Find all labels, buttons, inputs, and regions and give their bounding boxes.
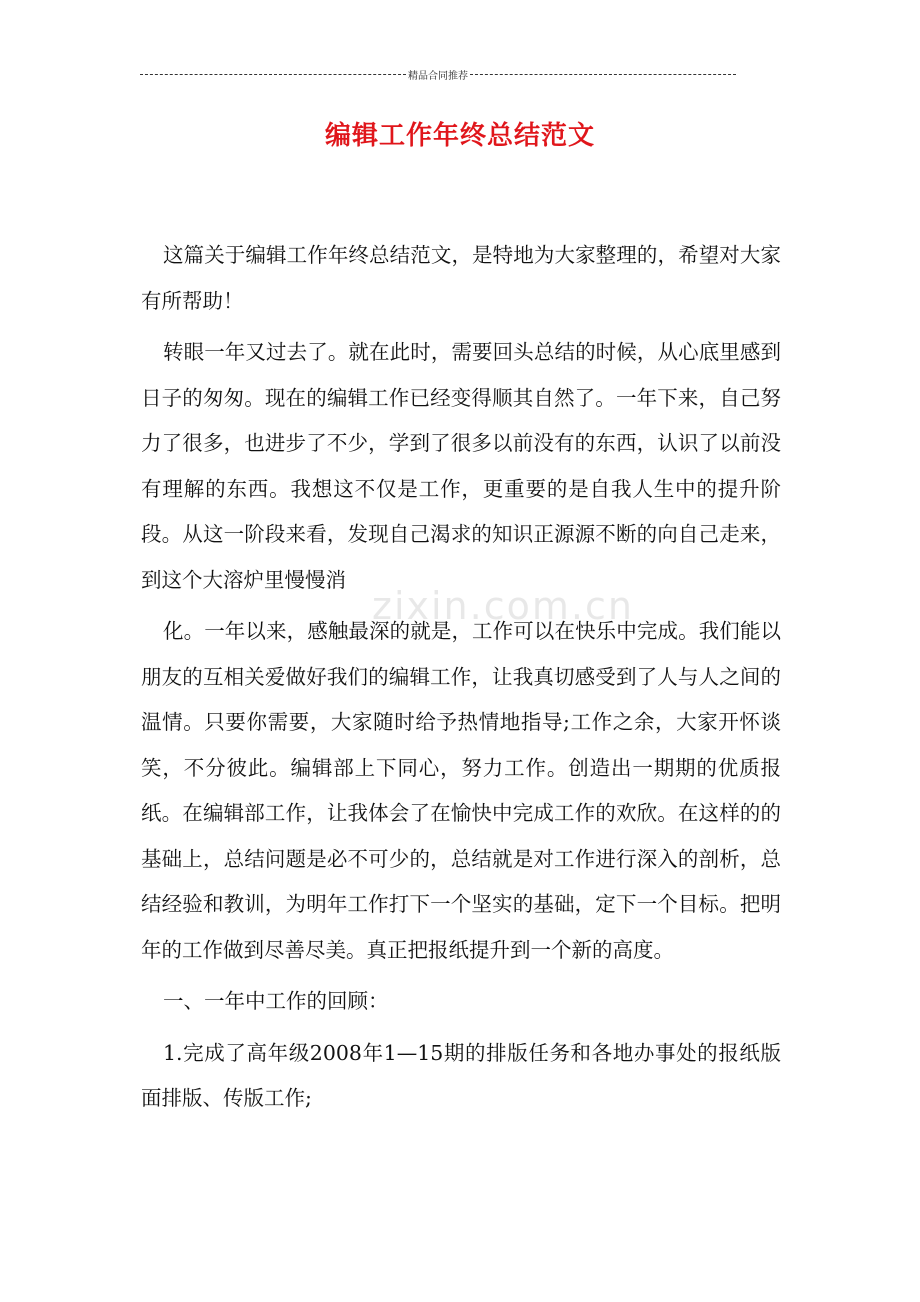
section-heading-review: 一、一年中工作的回顾： <box>163 989 389 1013</box>
header-label: 精品合同推荐 <box>408 70 468 82</box>
watermark: zixin.com.cn <box>372 584 634 628</box>
header-dash-right <box>470 74 736 75</box>
header-dash-left <box>140 74 406 75</box>
paragraph-intro: 这篇关于编辑工作年终总结范文，是特地为大家整理的，希望对大家有所帮助！ <box>141 243 781 313</box>
paragraph-reflection: 转眼一年又过去了。就在此时，需要回头总结的时候，从心底里感到日子的匆匆。现在的编辑工作已经变得顺其自然了。一年下来，自己努力了很多，也进步了不少，学到了很多以前没有的东西，认识了以前没有理解的东西。我想这不仅是工作，更重要的是自我人生中的提升阶段。从这一阶段来看，发现自己渴求的知识正源源不断的向自己走来，到这个大溶炉里慢慢消 <box>141 340 781 592</box>
list-item-1: 1.完成了高年级2008年1—15期的排版任务和各地办事处的报纸版面排版、传版工作; <box>141 1040 781 1110</box>
paragraph-experience: 化。一年以来，感触最深的就是，工作可以在快乐中完成。我们能以朋友的互相关爱做好我们的编辑工作，让我真切感受到了人与人之间的温情。只要你需要，大家随时给予热情地指导;工作之余，大家开怀谈笑，不分彼此。编辑部上下同心，努力工作。创造出一期期的优质报纸。在编辑部工作，让我体会了在愉快中完成工作的欢欣。在这样的的基础上，总结问题是必不可少的，总结就是对工作进行深入的剖析，总结经验和教训，为明年工作打下一个坚实的基础，定下一个目标。把明年的工作做到尽善尽美。真正把报纸提升到一个新的高度。 <box>141 619 781 962</box>
document-title: 编辑工作年终总结范文 <box>324 121 595 151</box>
document-body <box>141 233 781 1122</box>
header-rule <box>140 66 736 82</box>
